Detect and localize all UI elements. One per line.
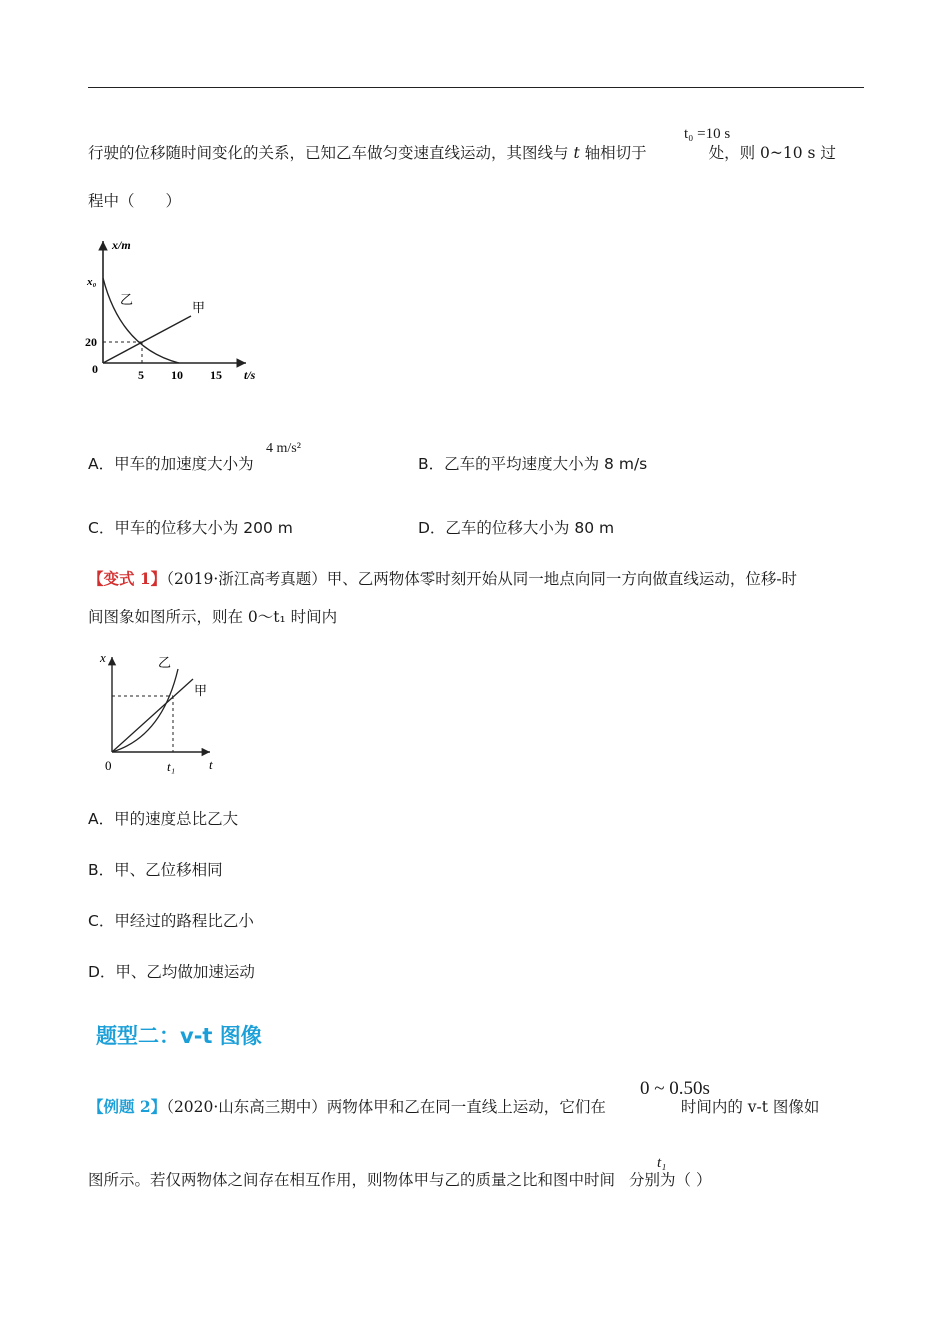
g1-y20-label: 20 xyxy=(85,335,97,349)
g1-x0-label: x₀ xyxy=(87,276,97,288)
g1-tick-5: 5 xyxy=(138,368,144,382)
q1-option-d: D．乙车的位移大小为 80 m xyxy=(418,519,615,537)
v1-option-d: D．甲、乙均做加速运动 xyxy=(88,963,255,981)
q1-line1-t: t xyxy=(573,144,580,162)
graph-xt-1 xyxy=(82,232,282,390)
ex2-line2 xyxy=(88,1168,711,1190)
q1-option-a-text: A．甲车的加速度大小为 xyxy=(88,455,254,473)
q1-line2: 程中（ ） xyxy=(88,192,182,210)
ex2-line2-post: 分别为（ ） xyxy=(629,1171,712,1189)
graph-xt-2 xyxy=(92,647,232,777)
g1-origin-label: 0 xyxy=(92,362,98,376)
q1-option-b: B．乙车的平均速度大小为 8 m/s xyxy=(418,455,648,473)
v1-option-b: B．甲、乙位移相同 xyxy=(88,861,223,879)
g1-ylabel: x/m xyxy=(112,238,131,252)
q1-t0-formula: t₀ =10 s xyxy=(684,126,731,142)
g2-curve-yi xyxy=(112,669,178,752)
q1-line1-pre: 行驶的位移随时间变化的关系，已知乙车做匀变速直线运动，其图线与 xyxy=(88,144,574,162)
header-rule xyxy=(88,87,864,88)
ex2-line1-pre: （2020·山东高三期中）两物体甲和乙在同一直线上运动，它们在 xyxy=(166,1098,606,1116)
q1-line1-mid: 轴相切于 xyxy=(579,144,647,162)
q1-option-c: C．甲车的位移大小为 200 m xyxy=(88,519,293,537)
ex2-t1-formula: t₁ xyxy=(657,1155,667,1171)
section-heading: 题型二：v-t 图像 xyxy=(96,1024,262,1048)
v1-line2: 间图象如图所示，则在 0～t₁ 时间内 xyxy=(88,608,338,626)
q1-line1-post: 处，则 0~10 s 过 xyxy=(708,144,836,162)
ex2-line1-post: 时间内的 v-t 图像如 xyxy=(680,1098,820,1116)
g2-label-jia: 甲 xyxy=(194,683,208,698)
ex2-range-formula: 0 ~ 0.50s xyxy=(640,1078,710,1099)
g1-label-jia: 甲 xyxy=(192,300,206,315)
q1-line1 xyxy=(88,141,836,163)
q1-option-a-formula: 4 m/s² xyxy=(266,441,301,456)
q1-option-a xyxy=(88,452,254,474)
g2-label-yi: 乙 xyxy=(158,655,172,670)
ex2-line2-pre: 图所示。若仅两物体之间存在相互作用，则物体甲与乙的质量之比和图中时间 xyxy=(88,1171,616,1189)
v1-option-c: C．甲经过的路程比乙小 xyxy=(88,912,254,930)
g1-label-yi: 乙 xyxy=(120,292,134,307)
v1-option-a: A．甲的速度总比乙大 xyxy=(88,810,239,828)
ex2-tag: 【例题 2】 xyxy=(88,1097,167,1116)
v1-tag: 【变式 1】 xyxy=(88,569,167,588)
g2-line-jia xyxy=(112,679,193,752)
v1-line1-text: （2019·浙江高考真题）甲、乙两物体零时刻开始从同一地点向同一方向做直线运动，位移-时 xyxy=(166,570,798,588)
g1-curve-yi xyxy=(103,278,179,363)
g1-xlabel: t/s xyxy=(244,368,256,382)
g1-tick-10: 10 xyxy=(171,368,183,382)
g1-tick-15: 15 xyxy=(210,368,222,382)
g2-t1-label: t₁ xyxy=(167,759,176,774)
g2-ylabel: x xyxy=(100,650,106,665)
g2-origin-label: 0 xyxy=(105,758,112,773)
v1-line1 xyxy=(88,567,797,589)
g2-xlabel: t xyxy=(209,757,213,772)
g1-line-jia xyxy=(103,316,191,363)
